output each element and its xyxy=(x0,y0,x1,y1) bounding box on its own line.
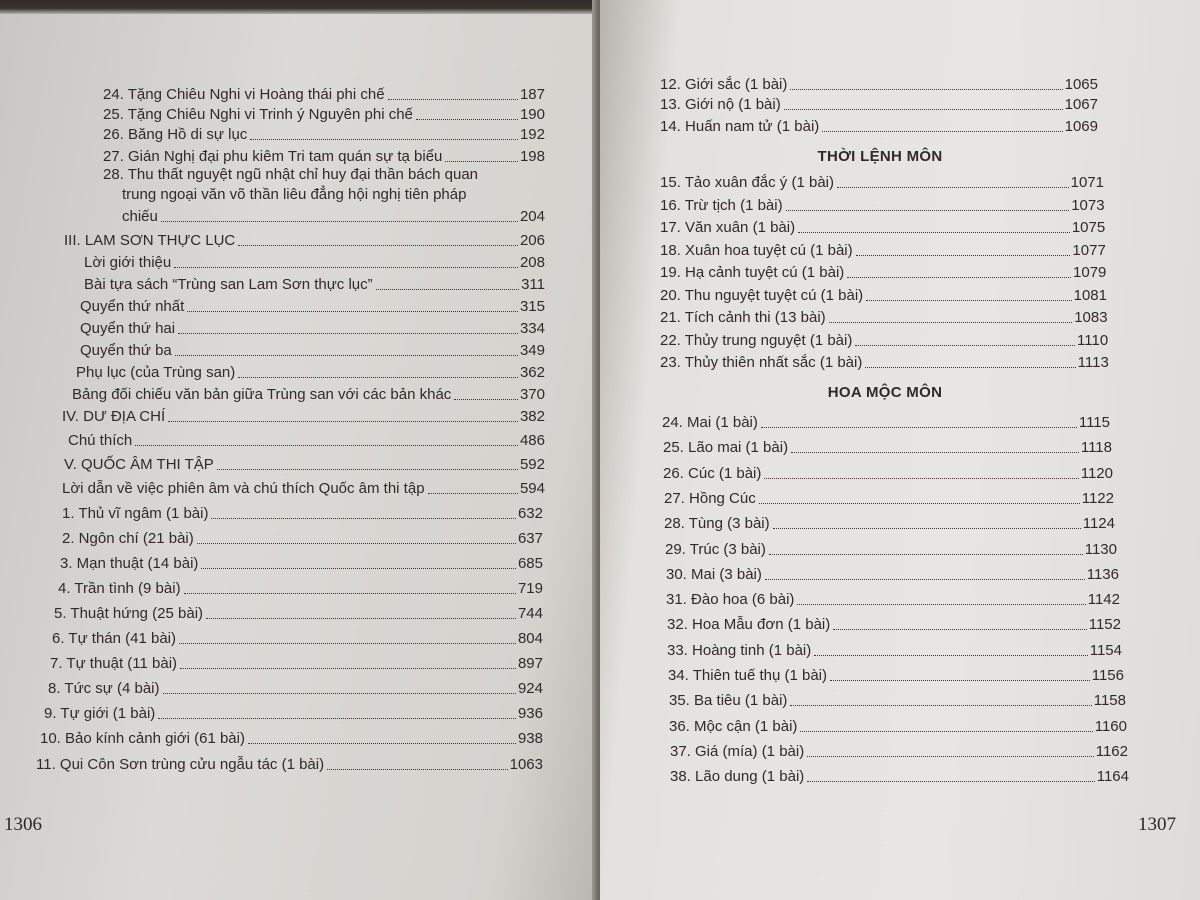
toc-entry-title: 30. Mai (3 bài) xyxy=(666,565,762,583)
dot-leader xyxy=(197,543,516,544)
toc-entry-page: 198 xyxy=(519,148,545,165)
dot-leader xyxy=(856,255,1071,256)
toc-entry-title: 38. Lão dung (1 bài) xyxy=(670,768,805,786)
toc-entry-title: Phụ lục (của Trùng san) xyxy=(76,364,236,381)
left-toc xyxy=(0,0,598,900)
toc-entry xyxy=(36,756,543,774)
toc-entry xyxy=(48,680,543,698)
toc-entry-title: 25. Tặng Chiêu Nghi vi Trinh ý Nguyên phi chế xyxy=(103,106,413,123)
dot-leader xyxy=(206,618,516,619)
toc-entry-title: 24. Tặng Chiêu Nghi vi Hoàng thái phi chế xyxy=(103,86,385,103)
toc-entry xyxy=(670,743,1128,761)
dot-leader xyxy=(759,503,1080,504)
section-title-thoi-lenh-mon: THỜI LỆNH MÔN xyxy=(817,148,943,165)
toc-entry-title: 6. Tự thán (41 bài) xyxy=(52,630,176,647)
toc-entry xyxy=(84,254,545,272)
toc-entry-title: 27. Hồng Cúc xyxy=(664,489,756,507)
dot-leader xyxy=(797,604,1085,605)
toc-entry-title: 1. Thủ vĩ ngâm (1 bài) xyxy=(62,505,209,522)
dot-leader xyxy=(428,493,518,494)
dot-leader xyxy=(445,161,518,162)
dot-leader xyxy=(217,469,518,470)
toc-entry-page: 685 xyxy=(517,555,543,572)
dot-leader xyxy=(238,245,518,246)
dot-leader xyxy=(454,399,518,400)
toc-entry-title: 16. Trừ tịch (1 bài) xyxy=(660,196,783,214)
toc-entry-title: 21. Tích cảnh thi (13 bài) xyxy=(660,309,826,326)
toc-entry xyxy=(68,432,545,450)
toc-entry-page: 1069 xyxy=(1064,118,1098,135)
toc-entry xyxy=(660,76,1098,94)
dot-leader xyxy=(174,267,518,268)
dot-leader xyxy=(168,421,518,422)
toc-entry xyxy=(44,705,543,723)
toc-entry xyxy=(660,332,1108,350)
toc-entry-page: 349 xyxy=(519,342,545,359)
toc-entry-page: 632 xyxy=(517,505,543,522)
toc-entry xyxy=(660,174,1104,192)
toc-entry xyxy=(660,219,1105,237)
toc-entry-title: Quyển thứ hai xyxy=(80,320,176,337)
dot-leader xyxy=(180,668,516,669)
toc-entry xyxy=(103,126,545,144)
toc-entry-title: 32. Hoa Mẫu đơn (1 bài) xyxy=(667,616,831,634)
toc-entry-title: 10. Bảo kính cảnh giới (61 bài) xyxy=(40,730,245,747)
toc-entry-title: chiếu xyxy=(122,208,158,225)
toc-entry-page: 1073 xyxy=(1071,196,1105,214)
toc-entry-title: 34. Thiên tuế thụ (1 bài) xyxy=(668,667,827,684)
toc-entry xyxy=(669,718,1127,736)
toc-entry xyxy=(660,118,1098,136)
toc-entry-title: IV. DƯ ĐỊA CHÍ xyxy=(62,408,166,425)
dot-leader xyxy=(761,427,1077,428)
toc-entry xyxy=(660,287,1107,305)
dot-leader xyxy=(773,528,1081,529)
toc-entry xyxy=(665,541,1117,559)
left-page-number: 1306 xyxy=(4,814,42,835)
dot-leader xyxy=(187,311,518,312)
toc-entry-page: 637 xyxy=(517,530,543,547)
dot-leader xyxy=(376,289,519,290)
toc-entry xyxy=(663,465,1113,483)
toc-entry xyxy=(667,642,1122,660)
toc-entry xyxy=(62,505,543,523)
toc-entry xyxy=(122,208,545,226)
dot-leader xyxy=(184,593,516,594)
toc-entry-page: 1130 xyxy=(1084,540,1117,558)
toc-entry-page: 1164 xyxy=(1096,768,1129,786)
dot-leader xyxy=(798,232,1070,233)
toc-entry-page: 1077 xyxy=(1072,241,1106,259)
toc-entry-page: 1110 xyxy=(1077,331,1109,349)
toc-entry-title: 22. Thủy trung nguyệt (1 bài) xyxy=(660,331,853,349)
toc-entry-page: 924 xyxy=(517,680,543,697)
toc-entry-title: 4. Trần tình (9 bài) xyxy=(58,580,181,597)
toc-entry-title: 2. Ngôn chí (21 bài) xyxy=(62,530,194,547)
dot-leader xyxy=(807,781,1094,782)
toc-entry-page: 1118 xyxy=(1080,439,1112,457)
toc-entry-title: Quyển thứ nhất xyxy=(80,298,185,315)
toc-entry-page: 1152 xyxy=(1088,616,1121,634)
toc-entry-title: 11. Qui Côn Sơn trùng cửu ngẫu tác (1 bài) xyxy=(36,756,325,773)
toc-entry xyxy=(103,106,545,124)
toc-entry-title: Chú thích xyxy=(68,432,133,449)
toc-entry-page: 1115 xyxy=(1078,414,1110,431)
toc-entry-continuation: trung ngoại văn võ thần liêu đẳng hội nghị tiên pháp xyxy=(122,186,467,203)
dot-leader xyxy=(833,629,1086,630)
toc-entry-page: 1154 xyxy=(1089,641,1122,659)
dot-leader xyxy=(790,89,1062,90)
toc-entry-page: 208 xyxy=(519,254,545,271)
toc-entry xyxy=(660,242,1106,260)
toc-entry xyxy=(103,148,545,166)
toc-entry-title: 8. Tức sự (4 bài) xyxy=(48,680,160,697)
toc-entry-title: 19. Hạ cảnh tuyệt cú (1 bài) xyxy=(660,264,845,281)
dot-leader xyxy=(830,680,1090,681)
toc-entry xyxy=(50,655,543,673)
toc-entry-page: 1065 xyxy=(1064,76,1098,93)
toc-entry-page: 206 xyxy=(519,232,545,249)
toc-entry-title: 36. Mộc cận (1 bài) xyxy=(669,717,798,735)
toc-entry-page: 938 xyxy=(517,730,543,747)
toc-entry-title: 14. Huấn nam tử (1 bài) xyxy=(660,118,820,135)
toc-entry-title: Quyển thứ ba xyxy=(80,342,172,359)
toc-entry-page: 370 xyxy=(519,386,545,403)
toc-entry xyxy=(664,490,1114,508)
dot-leader xyxy=(248,743,516,744)
toc-entry-title: V. QUỐC ÂM THI TẬP xyxy=(64,456,214,473)
dot-leader xyxy=(211,518,516,519)
dot-leader xyxy=(238,377,518,378)
toc-entry-title: 12. Giới sắc (1 bài) xyxy=(660,76,788,93)
toc-entry-title: 28. Tùng (3 bài) xyxy=(664,515,770,533)
toc-entry xyxy=(54,605,543,623)
dot-leader xyxy=(790,705,1091,706)
dot-leader xyxy=(416,119,518,120)
toc-entry-title: 31. Đào hoa (6 bài) xyxy=(666,591,795,609)
toc-entry xyxy=(660,309,1108,327)
dot-leader xyxy=(765,579,1085,580)
dot-leader xyxy=(179,643,516,644)
toc-entry xyxy=(660,96,1098,114)
dot-leader xyxy=(769,554,1083,555)
toc-entry-title: 9. Tự giới (1 bài) xyxy=(44,705,156,722)
toc-entry xyxy=(80,342,545,360)
toc-entry-title: Bài tựa sách “Trùng san Lam Sơn thực lục” xyxy=(84,276,373,293)
toc-entry-page: 1067 xyxy=(1064,96,1098,113)
toc-entry xyxy=(76,364,545,382)
dot-leader xyxy=(388,99,518,100)
dot-leader xyxy=(250,139,518,140)
toc-entry xyxy=(664,515,1115,533)
dot-leader xyxy=(786,210,1070,211)
toc-entry-title: 26. Cúc (1 bài) xyxy=(663,464,762,482)
toc-entry-title: 7. Tự thuật (11 bài) xyxy=(50,655,178,672)
toc-entry-page: 486 xyxy=(519,432,545,449)
toc-entry-page: 1081 xyxy=(1073,286,1107,304)
toc-entry xyxy=(60,555,543,573)
toc-entry-page: 1160 xyxy=(1094,717,1127,735)
dot-leader xyxy=(814,655,1087,656)
toc-entry xyxy=(666,591,1120,609)
left-page xyxy=(0,0,598,900)
toc-entry-page: 1063 xyxy=(509,756,543,773)
toc-entry-title: 27. Gián Nghị đại phu kiêm Tri tam quán sự tạ biểu xyxy=(103,148,443,165)
dot-leader xyxy=(807,756,1094,757)
toc-entry xyxy=(660,354,1109,372)
toc-entry xyxy=(52,630,543,648)
dot-leader xyxy=(158,718,516,719)
toc-entry-title: 18. Xuân hoa tuyệt cú (1 bài) xyxy=(660,241,853,259)
toc-entry xyxy=(58,580,543,598)
toc-entry xyxy=(663,439,1112,457)
dot-leader xyxy=(764,478,1078,479)
toc-entry-title: Bảng đối chiếu văn bản giữa Trùng san với các bản khác xyxy=(72,386,452,403)
toc-entry-page: 1113 xyxy=(1077,354,1109,371)
dot-leader xyxy=(866,300,1071,301)
toc-entry-page: 1120 xyxy=(1080,464,1113,482)
toc-entry-page: 334 xyxy=(519,320,545,337)
dot-leader xyxy=(175,355,518,356)
toc-entry-title: 37. Giá (mía) (1 bài) xyxy=(670,742,805,760)
dot-leader xyxy=(163,693,516,694)
toc-entry xyxy=(80,320,545,338)
toc-entry xyxy=(666,566,1119,584)
toc-entry-title: 15. Tảo xuân đắc ý (1 bài) xyxy=(660,174,834,191)
toc-entry-title: Lời dẫn về việc phiên âm và chú thích Quốc âm thi tập xyxy=(62,480,425,497)
right-toc xyxy=(600,0,1200,900)
toc-entry-title: 17. Văn xuân (1 bài) xyxy=(660,219,796,236)
right-page-number: 1307 xyxy=(1138,814,1176,835)
toc-entry-page: 311 xyxy=(521,276,545,293)
toc-entry-title: 28. Thu thất nguyệt ngũ nhật chỉ huy đại thần bách quan xyxy=(103,166,479,183)
toc-entry-page: 897 xyxy=(517,655,543,672)
toc-entry-title: 25. Lão mai (1 bài) xyxy=(663,439,789,457)
toc-entry-page: 594 xyxy=(519,480,545,497)
toc-entry-title: III. LAM SƠN THỰC LỤC xyxy=(64,232,236,249)
toc-entry-page: 936 xyxy=(517,705,543,722)
dot-leader xyxy=(135,445,518,446)
toc-entry xyxy=(668,667,1124,685)
right-page xyxy=(600,0,1200,900)
dot-leader xyxy=(829,322,1073,323)
toc-entry-page: 744 xyxy=(517,605,543,622)
toc-entry-page: 1124 xyxy=(1082,515,1115,533)
toc-entry-page: 1142 xyxy=(1087,591,1120,609)
toc-entry xyxy=(669,692,1126,710)
toc-entry-page: 1158 xyxy=(1093,692,1126,710)
toc-entry xyxy=(662,414,1110,432)
toc-entry-title: 24. Mai (1 bài) xyxy=(662,414,758,431)
toc-entry-page: 1162 xyxy=(1095,742,1128,760)
toc-entry-page: 1071 xyxy=(1070,174,1104,191)
toc-entry xyxy=(80,298,545,316)
dot-leader xyxy=(865,367,1075,368)
toc-entry-page: 719 xyxy=(517,580,543,597)
toc-entry-title: 26. Băng Hồ di sự lục xyxy=(103,126,248,143)
toc-entry xyxy=(667,616,1121,634)
toc-entry-page: 382 xyxy=(519,408,545,425)
toc-entry-page: 1122 xyxy=(1081,489,1114,507)
toc-entry-title: 3. Mạn thuật (14 bài) xyxy=(60,555,199,572)
dot-leader xyxy=(791,452,1079,453)
toc-entry xyxy=(62,480,545,498)
toc-entry-page: 187 xyxy=(519,86,545,103)
dot-leader xyxy=(800,731,1092,732)
toc-entry xyxy=(660,264,1106,282)
dot-leader xyxy=(855,345,1075,346)
toc-entry-page: 1075 xyxy=(1071,219,1106,236)
toc-entry-page: 362 xyxy=(519,364,545,381)
toc-entry xyxy=(62,408,545,426)
toc-entry-page: 190 xyxy=(519,106,545,123)
toc-entry xyxy=(72,386,545,404)
toc-entry-title: 23. Thủy thiên nhất sắc (1 bài) xyxy=(660,354,863,371)
toc-entry xyxy=(670,768,1129,786)
toc-entry-title: 13. Giới nộ (1 bài) xyxy=(660,96,781,113)
toc-entry xyxy=(660,197,1105,215)
toc-entry xyxy=(64,232,545,250)
toc-entry-title: 29. Trúc (3 bài) xyxy=(665,540,766,558)
dot-leader xyxy=(161,221,518,222)
toc-entry-page: 804 xyxy=(517,630,543,647)
toc-entry-page: 192 xyxy=(519,126,545,143)
dot-leader xyxy=(822,131,1062,132)
toc-entry-page: 1079 xyxy=(1073,264,1107,281)
toc-entry-page: 1136 xyxy=(1086,565,1119,583)
toc-entry-title: 20. Thu nguyệt tuyệt cú (1 bài) xyxy=(660,286,864,304)
dot-leader xyxy=(847,277,1071,278)
toc-entry xyxy=(84,276,545,294)
section-title-hoa-moc-mon: HOA MỘC MÔN xyxy=(827,384,943,401)
toc-entry xyxy=(64,456,545,474)
toc-entry xyxy=(40,730,543,748)
toc-entry-title: 33. Hoàng tinh (1 bài) xyxy=(667,641,812,659)
dot-leader xyxy=(837,187,1069,188)
toc-entry-page: 1156 xyxy=(1091,667,1124,684)
dot-leader xyxy=(784,109,1063,110)
dot-leader xyxy=(201,568,516,569)
toc-entry-title: Lời giới thiệu xyxy=(84,254,172,271)
toc-entry-page: 204 xyxy=(519,208,545,225)
dot-leader xyxy=(178,333,518,334)
toc-entry-page: 592 xyxy=(519,456,545,473)
toc-entry-page: 1083 xyxy=(1074,309,1108,326)
dot-leader xyxy=(327,769,508,770)
toc-entry-page: 315 xyxy=(519,298,545,315)
toc-entry xyxy=(103,86,545,104)
toc-entry-title: 5. Thuật hứng (25 bài) xyxy=(54,605,204,622)
toc-entry-title: 35. Ba tiêu (1 bài) xyxy=(669,692,788,710)
toc-entry xyxy=(62,530,543,548)
